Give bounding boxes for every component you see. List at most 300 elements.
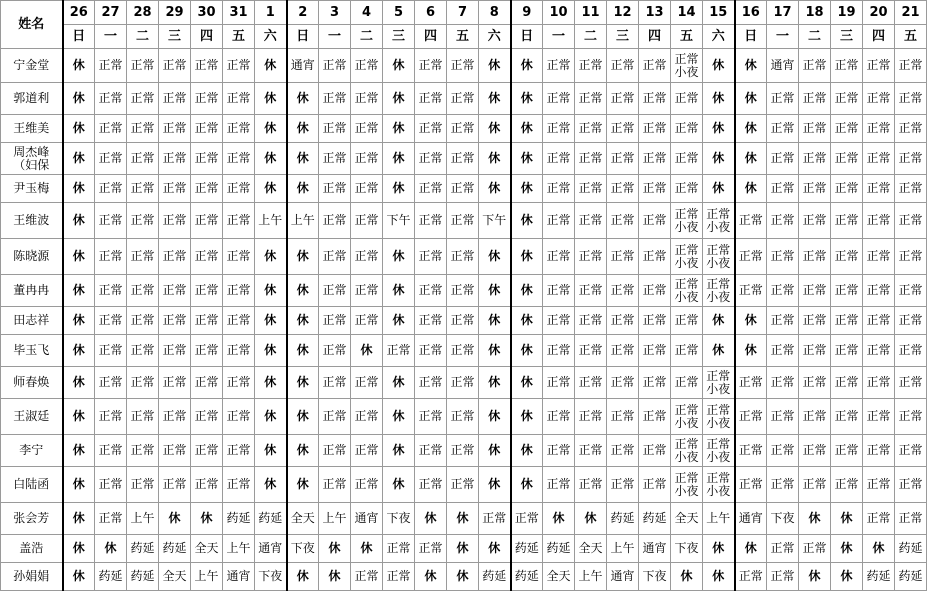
shift-cell[interactable]: 休: [511, 83, 543, 115]
shift-cell[interactable]: 正常: [767, 367, 799, 399]
shift-cell[interactable]: 正常: [223, 367, 255, 399]
shift-cell[interactable]: 正常: [127, 203, 159, 239]
shift-cell[interactable]: 休: [287, 275, 319, 307]
shift-cell[interactable]: 正常: [735, 367, 767, 399]
shift-cell[interactable]: 正常: [767, 203, 799, 239]
shift-cell[interactable]: 正常: [639, 275, 671, 307]
shift-cell[interactable]: 正常: [159, 307, 191, 335]
shift-cell[interactable]: 上午: [607, 535, 639, 563]
shift-cell[interactable]: 休: [671, 563, 703, 591]
shift-cell[interactable]: 正常: [863, 115, 895, 143]
shift-cell[interactable]: 全天: [671, 503, 703, 535]
shift-cell[interactable]: 药延: [511, 563, 543, 591]
shift-cell[interactable]: 正常: [127, 239, 159, 275]
shift-cell[interactable]: 休: [383, 435, 415, 467]
shift-cell[interactable]: 正常: [223, 203, 255, 239]
shift-cell[interactable]: 正常: [415, 115, 447, 143]
shift-cell[interactable]: 全天: [191, 535, 223, 563]
shift-cell[interactable]: 正常: [671, 175, 703, 203]
employee-name[interactable]: 李宁: [1, 435, 63, 467]
shift-cell[interactable]: 正常: [159, 239, 191, 275]
shift-cell[interactable]: 通宵: [767, 49, 799, 83]
shift-cell[interactable]: 休: [63, 503, 95, 535]
shift-cell[interactable]: 休: [63, 399, 95, 435]
shift-cell[interactable]: 正常: [159, 115, 191, 143]
shift-cell[interactable]: 正常: [223, 399, 255, 435]
shift-cell[interactable]: 正常 小夜: [671, 49, 703, 83]
shift-cell[interactable]: 正常: [351, 467, 383, 503]
shift-cell[interactable]: 正常: [799, 467, 831, 503]
shift-cell[interactable]: 正常: [415, 275, 447, 307]
shift-cell[interactable]: 休: [479, 335, 511, 367]
shift-cell[interactable]: 正常: [863, 307, 895, 335]
shift-cell[interactable]: 休: [63, 563, 95, 591]
shift-cell[interactable]: 正常: [895, 83, 927, 115]
shift-cell[interactable]: 正常: [319, 203, 351, 239]
shift-cell[interactable]: 下夜: [767, 503, 799, 535]
shift-cell[interactable]: 正常: [863, 367, 895, 399]
shift-cell[interactable]: 正常: [319, 83, 351, 115]
shift-cell[interactable]: 正常: [223, 435, 255, 467]
shift-cell[interactable]: 正常 小夜: [671, 435, 703, 467]
shift-cell[interactable]: 休: [319, 535, 351, 563]
shift-cell[interactable]: 药延: [543, 535, 575, 563]
shift-cell[interactable]: 正常: [799, 435, 831, 467]
employee-name[interactable]: 宁金堂: [1, 49, 63, 83]
shift-cell[interactable]: 正常: [895, 143, 927, 175]
shift-cell[interactable]: 正常: [223, 307, 255, 335]
shift-cell[interactable]: 正常: [159, 467, 191, 503]
shift-cell[interactable]: 休: [511, 115, 543, 143]
shift-cell[interactable]: 上午: [575, 563, 607, 591]
shift-cell[interactable]: 休: [735, 143, 767, 175]
shift-cell[interactable]: 休: [479, 535, 511, 563]
shift-cell[interactable]: 正常: [319, 275, 351, 307]
shift-cell[interactable]: 正常: [223, 239, 255, 275]
shift-cell[interactable]: 正常: [607, 367, 639, 399]
shift-cell[interactable]: 下午: [479, 203, 511, 239]
shift-cell[interactable]: 正常: [863, 503, 895, 535]
shift-cell[interactable]: 正常: [607, 83, 639, 115]
shift-cell[interactable]: 正常: [607, 175, 639, 203]
shift-cell[interactable]: 休: [255, 275, 287, 307]
shift-cell[interactable]: 正常: [383, 535, 415, 563]
shift-cell[interactable]: 正常: [159, 203, 191, 239]
shift-cell[interactable]: 正常: [831, 307, 863, 335]
shift-cell[interactable]: 正常: [447, 335, 479, 367]
shift-cell[interactable]: 正常: [191, 399, 223, 435]
shift-cell[interactable]: 正常: [415, 435, 447, 467]
shift-cell[interactable]: 正常: [223, 275, 255, 307]
shift-cell[interactable]: 休: [415, 503, 447, 535]
shift-cell[interactable]: 休: [511, 275, 543, 307]
shift-cell[interactable]: 休: [287, 335, 319, 367]
shift-cell[interactable]: 正常: [767, 467, 799, 503]
shift-cell[interactable]: 正常: [447, 115, 479, 143]
shift-cell[interactable]: 正常: [863, 203, 895, 239]
shift-cell[interactable]: 正常: [831, 83, 863, 115]
shift-cell[interactable]: 休: [479, 115, 511, 143]
shift-cell[interactable]: 正常: [639, 115, 671, 143]
shift-cell[interactable]: 正常: [831, 239, 863, 275]
employee-name[interactable]: 王淑廷: [1, 399, 63, 435]
shift-cell[interactable]: 正常: [831, 367, 863, 399]
shift-cell[interactable]: 正常: [639, 175, 671, 203]
shift-cell[interactable]: 正常: [351, 143, 383, 175]
shift-cell[interactable]: 正常: [639, 239, 671, 275]
shift-cell[interactable]: 正常: [895, 399, 927, 435]
shift-cell[interactable]: 休: [63, 335, 95, 367]
shift-cell[interactable]: 休: [863, 535, 895, 563]
shift-cell[interactable]: 正常: [127, 275, 159, 307]
shift-cell[interactable]: 下夜: [383, 503, 415, 535]
shift-cell[interactable]: 正常: [447, 239, 479, 275]
shift-cell[interactable]: 下夜: [639, 563, 671, 591]
shift-cell[interactable]: 休: [511, 367, 543, 399]
shift-cell[interactable]: 正常: [191, 275, 223, 307]
employee-name[interactable]: 孙娟娟: [1, 563, 63, 591]
shift-cell[interactable]: 正常: [863, 143, 895, 175]
shift-cell[interactable]: 正常: [831, 435, 863, 467]
shift-cell[interactable]: 正常: [895, 239, 927, 275]
shift-cell[interactable]: 正常: [543, 307, 575, 335]
shift-cell[interactable]: 休: [479, 367, 511, 399]
shift-cell[interactable]: 正常: [607, 307, 639, 335]
shift-cell[interactable]: 休: [575, 503, 607, 535]
shift-cell[interactable]: 通宵: [351, 503, 383, 535]
shift-cell[interactable]: 正常 小夜: [703, 203, 735, 239]
shift-cell[interactable]: 正常: [543, 49, 575, 83]
shift-cell[interactable]: 正常: [383, 335, 415, 367]
shift-cell[interactable]: 药延: [895, 563, 927, 591]
shift-cell[interactable]: 休: [255, 83, 287, 115]
shift-cell[interactable]: 正常: [575, 307, 607, 335]
shift-cell[interactable]: 正常: [799, 335, 831, 367]
shift-cell[interactable]: 休: [63, 535, 95, 563]
shift-cell[interactable]: 正常: [575, 143, 607, 175]
shift-cell[interactable]: 正常: [447, 367, 479, 399]
shift-cell[interactable]: 正常: [735, 563, 767, 591]
shift-cell[interactable]: 休: [511, 239, 543, 275]
shift-cell[interactable]: 正常: [447, 275, 479, 307]
employee-name[interactable]: 师春焕: [1, 367, 63, 399]
shift-cell[interactable]: 正常: [223, 335, 255, 367]
shift-cell[interactable]: 正常: [319, 307, 351, 335]
shift-cell[interactable]: 正常: [319, 399, 351, 435]
shift-cell[interactable]: 通宵: [607, 563, 639, 591]
shift-cell[interactable]: 正常 小夜: [671, 399, 703, 435]
shift-cell[interactable]: 正常: [159, 83, 191, 115]
shift-cell[interactable]: 正常: [607, 49, 639, 83]
shift-cell[interactable]: 休: [287, 399, 319, 435]
shift-cell[interactable]: 正常 小夜: [671, 203, 703, 239]
shift-cell[interactable]: 休: [383, 367, 415, 399]
shift-cell[interactable]: 正常: [159, 49, 191, 83]
shift-cell[interactable]: 正常: [127, 335, 159, 367]
shift-cell[interactable]: 休: [383, 115, 415, 143]
shift-cell[interactable]: 正常: [863, 175, 895, 203]
shift-cell[interactable]: 休: [415, 563, 447, 591]
shift-cell[interactable]: 正常: [351, 399, 383, 435]
shift-cell[interactable]: 正常: [127, 115, 159, 143]
shift-cell[interactable]: 休: [735, 49, 767, 83]
shift-cell[interactable]: 正常: [543, 175, 575, 203]
shift-cell[interactable]: 休: [479, 435, 511, 467]
shift-cell[interactable]: 正常: [895, 175, 927, 203]
shift-cell[interactable]: 休: [479, 275, 511, 307]
shift-cell[interactable]: 正常: [575, 467, 607, 503]
shift-cell[interactable]: 正常: [863, 275, 895, 307]
shift-cell[interactable]: 上午: [191, 563, 223, 591]
shift-cell[interactable]: 休: [479, 175, 511, 203]
shift-cell[interactable]: 正常: [831, 203, 863, 239]
shift-cell[interactable]: 正常: [575, 275, 607, 307]
shift-cell[interactable]: 正常: [799, 239, 831, 275]
shift-cell[interactable]: 休: [255, 143, 287, 175]
shift-cell[interactable]: 正常: [895, 503, 927, 535]
shift-cell[interactable]: 正常: [159, 399, 191, 435]
shift-cell[interactable]: 正常: [95, 115, 127, 143]
shift-cell[interactable]: 休: [735, 535, 767, 563]
shift-cell[interactable]: 正常: [607, 239, 639, 275]
shift-cell[interactable]: 正常: [319, 49, 351, 83]
shift-cell[interactable]: 休: [511, 203, 543, 239]
shift-cell[interactable]: 正常: [351, 275, 383, 307]
shift-cell[interactable]: 正常: [575, 239, 607, 275]
shift-cell[interactable]: 正常: [831, 399, 863, 435]
shift-cell[interactable]: 正常: [447, 399, 479, 435]
shift-cell[interactable]: 休: [287, 307, 319, 335]
shift-cell[interactable]: 正常: [639, 335, 671, 367]
shift-cell[interactable]: 休: [351, 335, 383, 367]
shift-cell[interactable]: 休: [63, 143, 95, 175]
shift-cell[interactable]: 正常: [799, 399, 831, 435]
shift-cell[interactable]: 休: [255, 115, 287, 143]
shift-cell[interactable]: 休: [63, 367, 95, 399]
shift-cell[interactable]: 休: [703, 175, 735, 203]
shift-cell[interactable]: 休: [63, 203, 95, 239]
shift-cell[interactable]: 正常: [607, 275, 639, 307]
shift-cell[interactable]: 正常: [639, 203, 671, 239]
shift-cell[interactable]: 正常: [191, 435, 223, 467]
shift-cell[interactable]: 休: [831, 563, 863, 591]
shift-cell[interactable]: 正常: [607, 399, 639, 435]
shift-cell[interactable]: 休: [479, 399, 511, 435]
shift-cell[interactable]: 正常 小夜: [671, 467, 703, 503]
shift-cell[interactable]: 休: [255, 175, 287, 203]
employee-name[interactable]: 盖浩: [1, 535, 63, 563]
shift-cell[interactable]: 休: [703, 115, 735, 143]
shift-cell[interactable]: 正常: [895, 275, 927, 307]
shift-cell[interactable]: 上午: [703, 503, 735, 535]
shift-cell[interactable]: 休: [351, 535, 383, 563]
shift-cell[interactable]: 正常: [575, 115, 607, 143]
shift-cell[interactable]: 休: [319, 563, 351, 591]
shift-cell[interactable]: 休: [63, 307, 95, 335]
shift-cell[interactable]: 正常: [447, 49, 479, 83]
shift-cell[interactable]: 正常: [895, 203, 927, 239]
shift-cell[interactable]: 正常: [159, 435, 191, 467]
shift-cell[interactable]: 正常: [831, 467, 863, 503]
shift-cell[interactable]: 药延: [863, 563, 895, 591]
shift-cell[interactable]: 休: [383, 399, 415, 435]
shift-cell[interactable]: 正常: [191, 307, 223, 335]
shift-cell[interactable]: 正常 小夜: [671, 239, 703, 275]
shift-cell[interactable]: 正常: [223, 143, 255, 175]
shift-cell[interactable]: 休: [287, 239, 319, 275]
shift-cell[interactable]: 休: [63, 115, 95, 143]
shift-cell[interactable]: 休: [255, 367, 287, 399]
shift-cell[interactable]: 正常: [191, 143, 223, 175]
shift-cell[interactable]: 正常: [575, 83, 607, 115]
shift-cell[interactable]: 正常: [191, 335, 223, 367]
shift-cell[interactable]: 休: [287, 83, 319, 115]
shift-cell[interactable]: 休: [831, 503, 863, 535]
shift-cell[interactable]: 正常: [607, 335, 639, 367]
shift-cell[interactable]: 休: [511, 435, 543, 467]
shift-cell[interactable]: 正常: [415, 143, 447, 175]
shift-cell[interactable]: 正常: [799, 83, 831, 115]
shift-cell[interactable]: 正常: [575, 335, 607, 367]
shift-cell[interactable]: 正常: [319, 239, 351, 275]
shift-cell[interactable]: 休: [703, 49, 735, 83]
shift-cell[interactable]: 休: [735, 307, 767, 335]
shift-cell[interactable]: 药延: [159, 535, 191, 563]
shift-cell[interactable]: 正常: [799, 115, 831, 143]
shift-cell[interactable]: 休: [383, 239, 415, 275]
shift-cell[interactable]: 正常: [95, 83, 127, 115]
shift-cell[interactable]: 正常 小夜: [703, 367, 735, 399]
shift-cell[interactable]: 正常: [95, 399, 127, 435]
shift-cell[interactable]: 正常: [607, 143, 639, 175]
shift-cell[interactable]: 药延: [223, 503, 255, 535]
shift-cell[interactable]: 休: [383, 49, 415, 83]
shift-cell[interactable]: 药延: [639, 503, 671, 535]
shift-cell[interactable]: 正常: [767, 115, 799, 143]
shift-cell[interactable]: 休: [735, 115, 767, 143]
employee-name[interactable]: 张会芳: [1, 503, 63, 535]
shift-cell[interactable]: 正常: [127, 435, 159, 467]
shift-cell[interactable]: 休: [255, 399, 287, 435]
employee-name[interactable]: 尹玉梅: [1, 175, 63, 203]
shift-cell[interactable]: 休: [735, 335, 767, 367]
shift-cell[interactable]: 正常: [415, 535, 447, 563]
shift-cell[interactable]: 正常: [415, 49, 447, 83]
shift-cell[interactable]: 通宵: [223, 563, 255, 591]
shift-cell[interactable]: 正常: [95, 203, 127, 239]
shift-cell[interactable]: 正常: [639, 435, 671, 467]
shift-cell[interactable]: 正常: [415, 367, 447, 399]
shift-cell[interactable]: 休: [447, 535, 479, 563]
employee-name[interactable]: 陈晓源: [1, 239, 63, 275]
shift-cell[interactable]: 正常: [735, 467, 767, 503]
shift-cell[interactable]: 正常: [95, 467, 127, 503]
shift-cell[interactable]: 正常: [607, 115, 639, 143]
shift-cell[interactable]: 正常: [767, 335, 799, 367]
shift-cell[interactable]: 休: [703, 83, 735, 115]
shift-cell[interactable]: 正常: [895, 335, 927, 367]
shift-cell[interactable]: 上午: [223, 535, 255, 563]
shift-cell[interactable]: 正常 小夜: [703, 239, 735, 275]
shift-cell[interactable]: 全天: [575, 535, 607, 563]
shift-cell[interactable]: 正常: [351, 239, 383, 275]
shift-cell[interactable]: 正常: [639, 143, 671, 175]
shift-cell[interactable]: 休: [479, 467, 511, 503]
shift-cell[interactable]: 正常: [191, 49, 223, 83]
employee-name[interactable]: 周杰峰 （妇保: [1, 143, 63, 175]
shift-cell[interactable]: 正常: [767, 83, 799, 115]
shift-cell[interactable]: 正常: [799, 175, 831, 203]
shift-cell[interactable]: 全天: [287, 503, 319, 535]
shift-cell[interactable]: 正常: [191, 367, 223, 399]
shift-cell[interactable]: 正常: [799, 275, 831, 307]
shift-cell[interactable]: 全天: [543, 563, 575, 591]
shift-cell[interactable]: 药延: [95, 563, 127, 591]
employee-name[interactable]: 郭道利: [1, 83, 63, 115]
shift-cell[interactable]: 正常: [639, 83, 671, 115]
shift-cell[interactable]: 正常: [95, 239, 127, 275]
shift-cell[interactable]: 药延: [607, 503, 639, 535]
shift-cell[interactable]: 正常: [351, 367, 383, 399]
shift-cell[interactable]: 休: [479, 143, 511, 175]
shift-cell[interactable]: 正常: [863, 435, 895, 467]
shift-cell[interactable]: 休: [447, 563, 479, 591]
shift-cell[interactable]: 药延: [479, 563, 511, 591]
shift-cell[interactable]: 休: [511, 335, 543, 367]
shift-cell[interactable]: 正常: [639, 49, 671, 83]
shift-cell[interactable]: 通宵: [735, 503, 767, 535]
shift-cell[interactable]: 正常: [543, 335, 575, 367]
shift-cell[interactable]: 正常: [319, 175, 351, 203]
shift-cell[interactable]: 休: [479, 239, 511, 275]
shift-cell[interactable]: 正常: [351, 83, 383, 115]
shift-cell[interactable]: 正常: [831, 275, 863, 307]
shift-cell[interactable]: 正常: [319, 467, 351, 503]
shift-cell[interactable]: 正常: [735, 239, 767, 275]
shift-cell[interactable]: 休: [287, 435, 319, 467]
shift-cell[interactable]: 正常: [575, 203, 607, 239]
shift-cell[interactable]: 休: [383, 467, 415, 503]
employee-name[interactable]: 王维美: [1, 115, 63, 143]
shift-cell[interactable]: 正常: [767, 143, 799, 175]
shift-cell[interactable]: 正常: [191, 115, 223, 143]
shift-cell[interactable]: 正常: [127, 143, 159, 175]
shift-cell[interactable]: 正常: [799, 49, 831, 83]
shift-cell[interactable]: 正常: [191, 467, 223, 503]
shift-cell[interactable]: 正常: [479, 503, 511, 535]
shift-cell[interactable]: 正常: [191, 203, 223, 239]
shift-cell[interactable]: 正常: [447, 83, 479, 115]
shift-cell[interactable]: 正常: [319, 435, 351, 467]
shift-cell[interactable]: 正常: [543, 435, 575, 467]
shift-cell[interactable]: 正常 小夜: [703, 275, 735, 307]
shift-cell[interactable]: 休: [191, 503, 223, 535]
shift-cell[interactable]: 正常: [223, 83, 255, 115]
shift-cell[interactable]: 休: [511, 49, 543, 83]
shift-cell[interactable]: 正常: [575, 399, 607, 435]
shift-cell[interactable]: 正常: [191, 83, 223, 115]
shift-cell[interactable]: 正常: [95, 307, 127, 335]
shift-cell[interactable]: 休: [383, 307, 415, 335]
shift-cell[interactable]: 正常: [831, 335, 863, 367]
shift-cell[interactable]: 正常: [895, 49, 927, 83]
shift-cell[interactable]: 正常: [799, 535, 831, 563]
shift-cell[interactable]: 正常: [415, 335, 447, 367]
shift-cell[interactable]: 正常: [95, 503, 127, 535]
shift-cell[interactable]: 休: [255, 335, 287, 367]
shift-cell[interactable]: 休: [255, 239, 287, 275]
shift-cell[interactable]: 正常: [863, 49, 895, 83]
